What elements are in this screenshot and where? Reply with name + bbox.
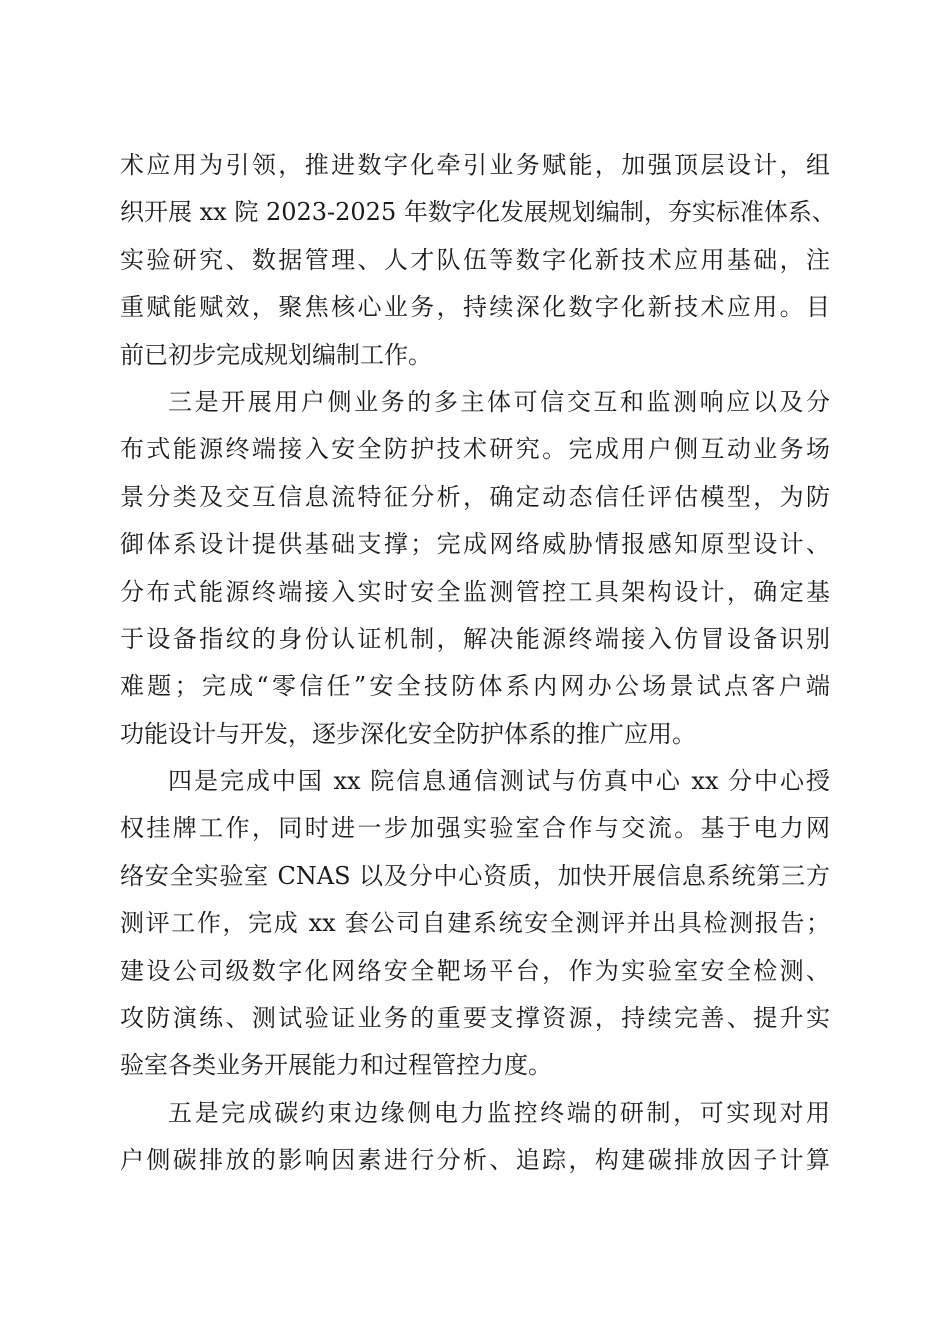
- text-line: 验室各类业务开展能力和过程管控力度。: [120, 1051, 552, 1080]
- paragraph-five: [120, 1090, 830, 1185]
- text-line: 分布式能源终端接入实时安全监测管控工具架构设计，确定基: [120, 577, 830, 606]
- text-line: 五是完成碳约束边缘侧电力监控终端的研制，可实现对用: [168, 1098, 830, 1127]
- text-line: 布式能源终端接入安全防护技术研究。完成用户侧互动业务场: [120, 435, 830, 464]
- text-line: 景分类及交互信息流特征分析，确定动态信任评估模型，为防: [120, 482, 830, 511]
- text-line: 织开展 xx 院 2023-2025 年数字化发展规划编制，夯实标准体系、: [120, 198, 836, 227]
- text-line: 四是完成中国 xx 院信息通信测试与仿真中心 xx 分中心授: [168, 767, 830, 796]
- text-line: 重赋能赋效，聚焦核心业务，持续深化数字化新技术应用。目: [120, 293, 830, 322]
- text-line: 前已初步完成规划编制工作。: [120, 340, 432, 369]
- text-line: 测评工作，完成 xx 套公司自建系统安全测评并出具检测报告；: [120, 909, 830, 938]
- text-line: 于设备指纹的身份认证机制，解决能源终端接入仿冒设备识别: [120, 624, 830, 653]
- text-line: 实验研究、数据管理、人才队伍等数字化新技术应用基础，注: [120, 245, 830, 274]
- text-line: 难题；完成“零信任”安全技防体系内网办公场景试点客户端: [120, 672, 830, 701]
- text-line: 户侧碳排放的影响因素进行分析、追踪，构建碳排放因子计算: [120, 1146, 830, 1175]
- text-line: 三是开展用户侧业务的多主体可信交互和监测响应以及分: [168, 387, 830, 416]
- text-line: 御体系设计提供基础支撑；完成网络威胁情报感知原型设计、: [120, 530, 830, 559]
- text-line: 术应用为引领，推进数字化牵引业务赋能，加强顶层设计，组: [120, 151, 830, 179]
- text-line: 权挂牌工作，同时进一步加强实验室合作与交流。基于电力网: [120, 814, 830, 843]
- paragraph-three: [120, 379, 830, 758]
- text-line: 功能设计与开发，逐步深化安全防护体系的推广应用。: [120, 719, 696, 748]
- paragraph-intro-continued: [120, 142, 836, 379]
- text-line: 建设公司级数字化网络安全靶场平台，作为实验室安全检测、: [120, 956, 830, 985]
- document-body: [120, 142, 836, 1185]
- paragraph-four: [120, 758, 830, 1090]
- text-line: 络安全实验室 CNAS 以及分中心资质，加快开展信息系统第三方: [120, 861, 830, 890]
- text-line: 攻防演练、测试验证业务的重要支撑资源，持续完善、提升实: [120, 1004, 830, 1033]
